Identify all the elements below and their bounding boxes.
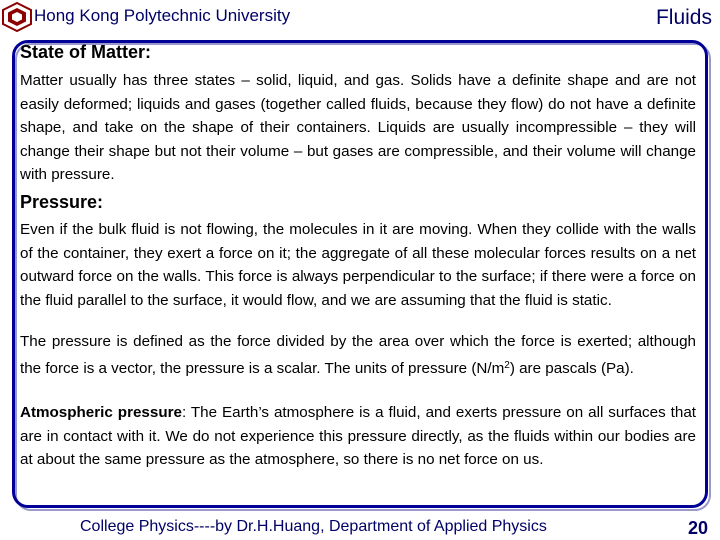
university-logo	[2, 2, 32, 32]
atmospheric-pressure-text	[20, 401, 696, 472]
atmospheric-pressure-term: Atmospheric pressure	[20, 404, 182, 421]
definition-text-a: The pressure is defined as the force divided by the area over which the force is exerted; although the force is a vector, the pressure is a scalar. The units of pressure (N/m	[20, 333, 696, 377]
course-title: Fluids	[655, 6, 712, 29]
pressure-text: Even if the bulk fluid is not flowing, the molecules in it are moving. When they collide with the walls of the container, they exert a force on it; the aggregate of all these molecular forces results on a net outward force on the walls. This force is always perpendicular to the surface; if there were a force on the fluid parallel to the surface, it would flow, and we are assuming that the fluid is static.	[20, 221, 696, 309]
pressure-definition	[20, 330, 696, 380]
state-of-matter-text: Matter usually has three states – solid, liquid, and gas. Solids have a definite shape and are not easily deformed; liquids and gases (together called fluids, because they flow) do not have a definite shape, and take on the shape of their containers. Liquids are usually incompressible – they will change their shape but not their volume – but gases are compressible, and their volume will change with pressure.	[20, 72, 696, 184]
page-number: 20	[687, 518, 708, 538]
state-of-matter-heading: State of Matter:	[20, 42, 152, 62]
definition-superscript: 2	[504, 359, 510, 371]
atmospheric-pressure-body: : The Earth’s atmosphere is a fluid, and exerts pressure on all surfaces that are in contact with it. We do not experience this pressure directly, as the fluids within our bodies are at about the same pressure as the atmosphere, so there is no net force on us.	[20, 404, 696, 469]
footer-credit: College Physics----by Dr.H.Huang, Department of Applied Physics	[80, 518, 547, 535]
university-name: Hong Kong Polytechnic University	[34, 6, 291, 25]
pressure-heading: Pressure:	[20, 192, 104, 212]
definition-text-b: ) are pascals (Pa).	[509, 359, 634, 377]
